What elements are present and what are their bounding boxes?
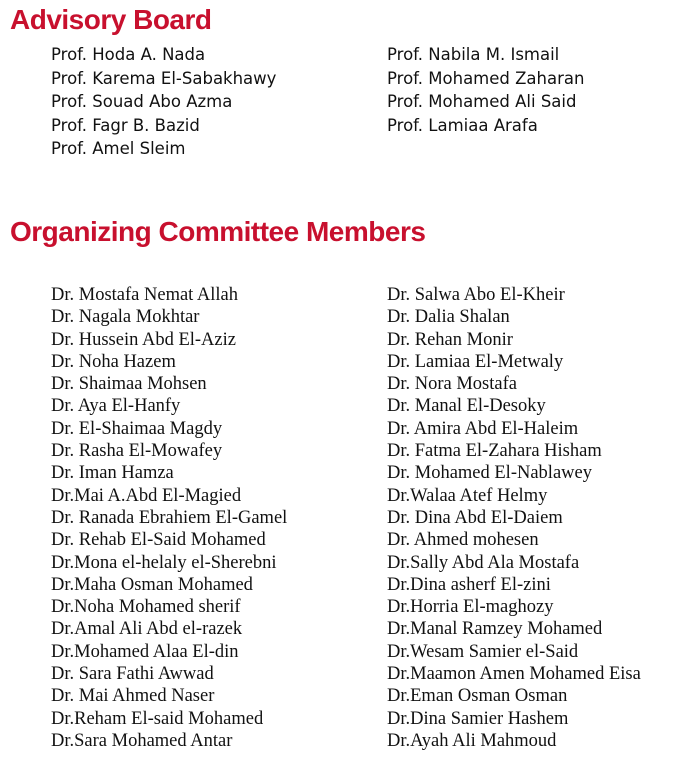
committee-member: Dr.Amal Ali Abd el-razek <box>51 619 243 640</box>
committee-member: Dr. Nagala Mokhtar <box>51 307 200 328</box>
committee-member: Dr. Rehab El-Said Mohamed <box>51 530 266 551</box>
committee-member: Dr. Shaimaa Mohsen <box>51 374 207 395</box>
committee-member: Dr.Mohamed Alaa El-din <box>51 641 239 662</box>
advisory-left-list <box>51 43 276 161</box>
advisory-member: Prof. Fagr B. Bazid <box>51 115 200 135</box>
committee-member: Dr.Walaa Atef Helmy <box>387 485 548 506</box>
committee-member: Dr. Iman Hamza <box>51 463 174 484</box>
committee-member: Dr. Dina Abd El-Daiem <box>387 507 563 528</box>
advisory-right-list <box>387 43 584 137</box>
committee-member: Dr. Mostafa Nemat Allah <box>51 285 239 305</box>
committee-member: Dr.Manal Ramzey Mohamed <box>387 619 603 640</box>
committee-member: Dr. Rasha El-Mowafey <box>51 441 223 462</box>
committee-member: Dr. Dalia Shalan <box>387 307 510 328</box>
organizing-left-list <box>51 284 287 752</box>
committee-member: Dr. Salwa Abo El-Kheir <box>387 285 565 305</box>
committee-member: Dr.Eman Osman Osman <box>387 686 568 707</box>
committee-member: Dr.Maamon Amen Mohamed Eisa <box>387 664 641 685</box>
committee-member: Dr.Mona el-helaly el-Sherebni <box>51 552 277 573</box>
committee-member: Dr. Mohamed El-Nablawey <box>387 463 592 484</box>
advisory-member: Prof. Mohamed Zaharan <box>387 68 585 88</box>
committee-member: Dr.Noha Mohamed sherif <box>51 597 241 618</box>
committee-member: Dr.Wesam Samier el-Said <box>387 641 579 662</box>
committee-member: Dr. Fatma El-Zahara Hisham <box>387 441 602 462</box>
committee-member: Dr. Amira Abd El-Haleim <box>387 418 579 439</box>
advisory-member: Prof. Karema El-Sabakhawy <box>51 68 277 88</box>
advisory-member: Prof. Nabila M. Ismail <box>387 45 560 64</box>
committee-member: Dr.Sara Mohamed Antar <box>51 730 233 751</box>
committee-member: Dr.Sally Abd Ala Mostafa <box>387 552 580 573</box>
committee-member: Dr. Noha Hazem <box>51 351 176 372</box>
committee-member: Dr. Sara Fathi Awwad <box>51 664 214 685</box>
committee-member: Dr. Mai Ahmed Naser <box>51 686 215 707</box>
committee-member: Dr.Mai A.Abd El-Magied <box>51 485 242 506</box>
advisory-member: Prof. Hoda A. Nada <box>51 45 206 64</box>
advisory-member: Prof. Lamiaa Arafa <box>387 115 538 135</box>
committee-member: Dr. Ahmed mohesen <box>387 530 539 551</box>
committee-member: Dr.Reham El-said Mohamed <box>51 708 264 729</box>
advisory-board-heading: Advisory Board <box>10 4 212 35</box>
committee-member: Dr.Ayah Ali Mahmoud <box>387 730 557 751</box>
committee-member: Dr. Manal El-Desoky <box>387 396 546 417</box>
committee-member: Dr. Ranada Ebrahiem El-Gamel <box>51 507 288 528</box>
organizing-right-list <box>387 284 641 752</box>
advisory-member: Prof. Souad Abo Azma <box>51 92 233 112</box>
committee-member: Dr.Dina asherf El-zini <box>387 574 551 595</box>
committee-member: Dr.Maha Osman Mohamed <box>51 574 253 595</box>
committee-member: Dr.Horria El-maghozy <box>387 597 554 618</box>
committee-member: Dr. Nora Mostafa <box>387 374 517 395</box>
committee-member: Dr. El-Shaimaa Magdy <box>51 418 223 439</box>
organizing-committee-heading: Organizing Committee Members <box>10 216 426 247</box>
committee-member: Dr.Dina Samier Hashem <box>387 708 569 729</box>
committee-member: Dr. Lamiaa El-Metwaly <box>387 351 564 372</box>
committee-member: Dr. Aya El-Hanfy <box>51 396 181 417</box>
advisory-member: Prof. Amel Sleim <box>51 139 186 159</box>
advisory-member: Prof. Mohamed Ali Said <box>387 92 577 112</box>
committee-member: Dr. Hussein Abd El-Aziz <box>51 329 236 350</box>
committee-member: Dr. Rehan Monir <box>387 329 513 350</box>
